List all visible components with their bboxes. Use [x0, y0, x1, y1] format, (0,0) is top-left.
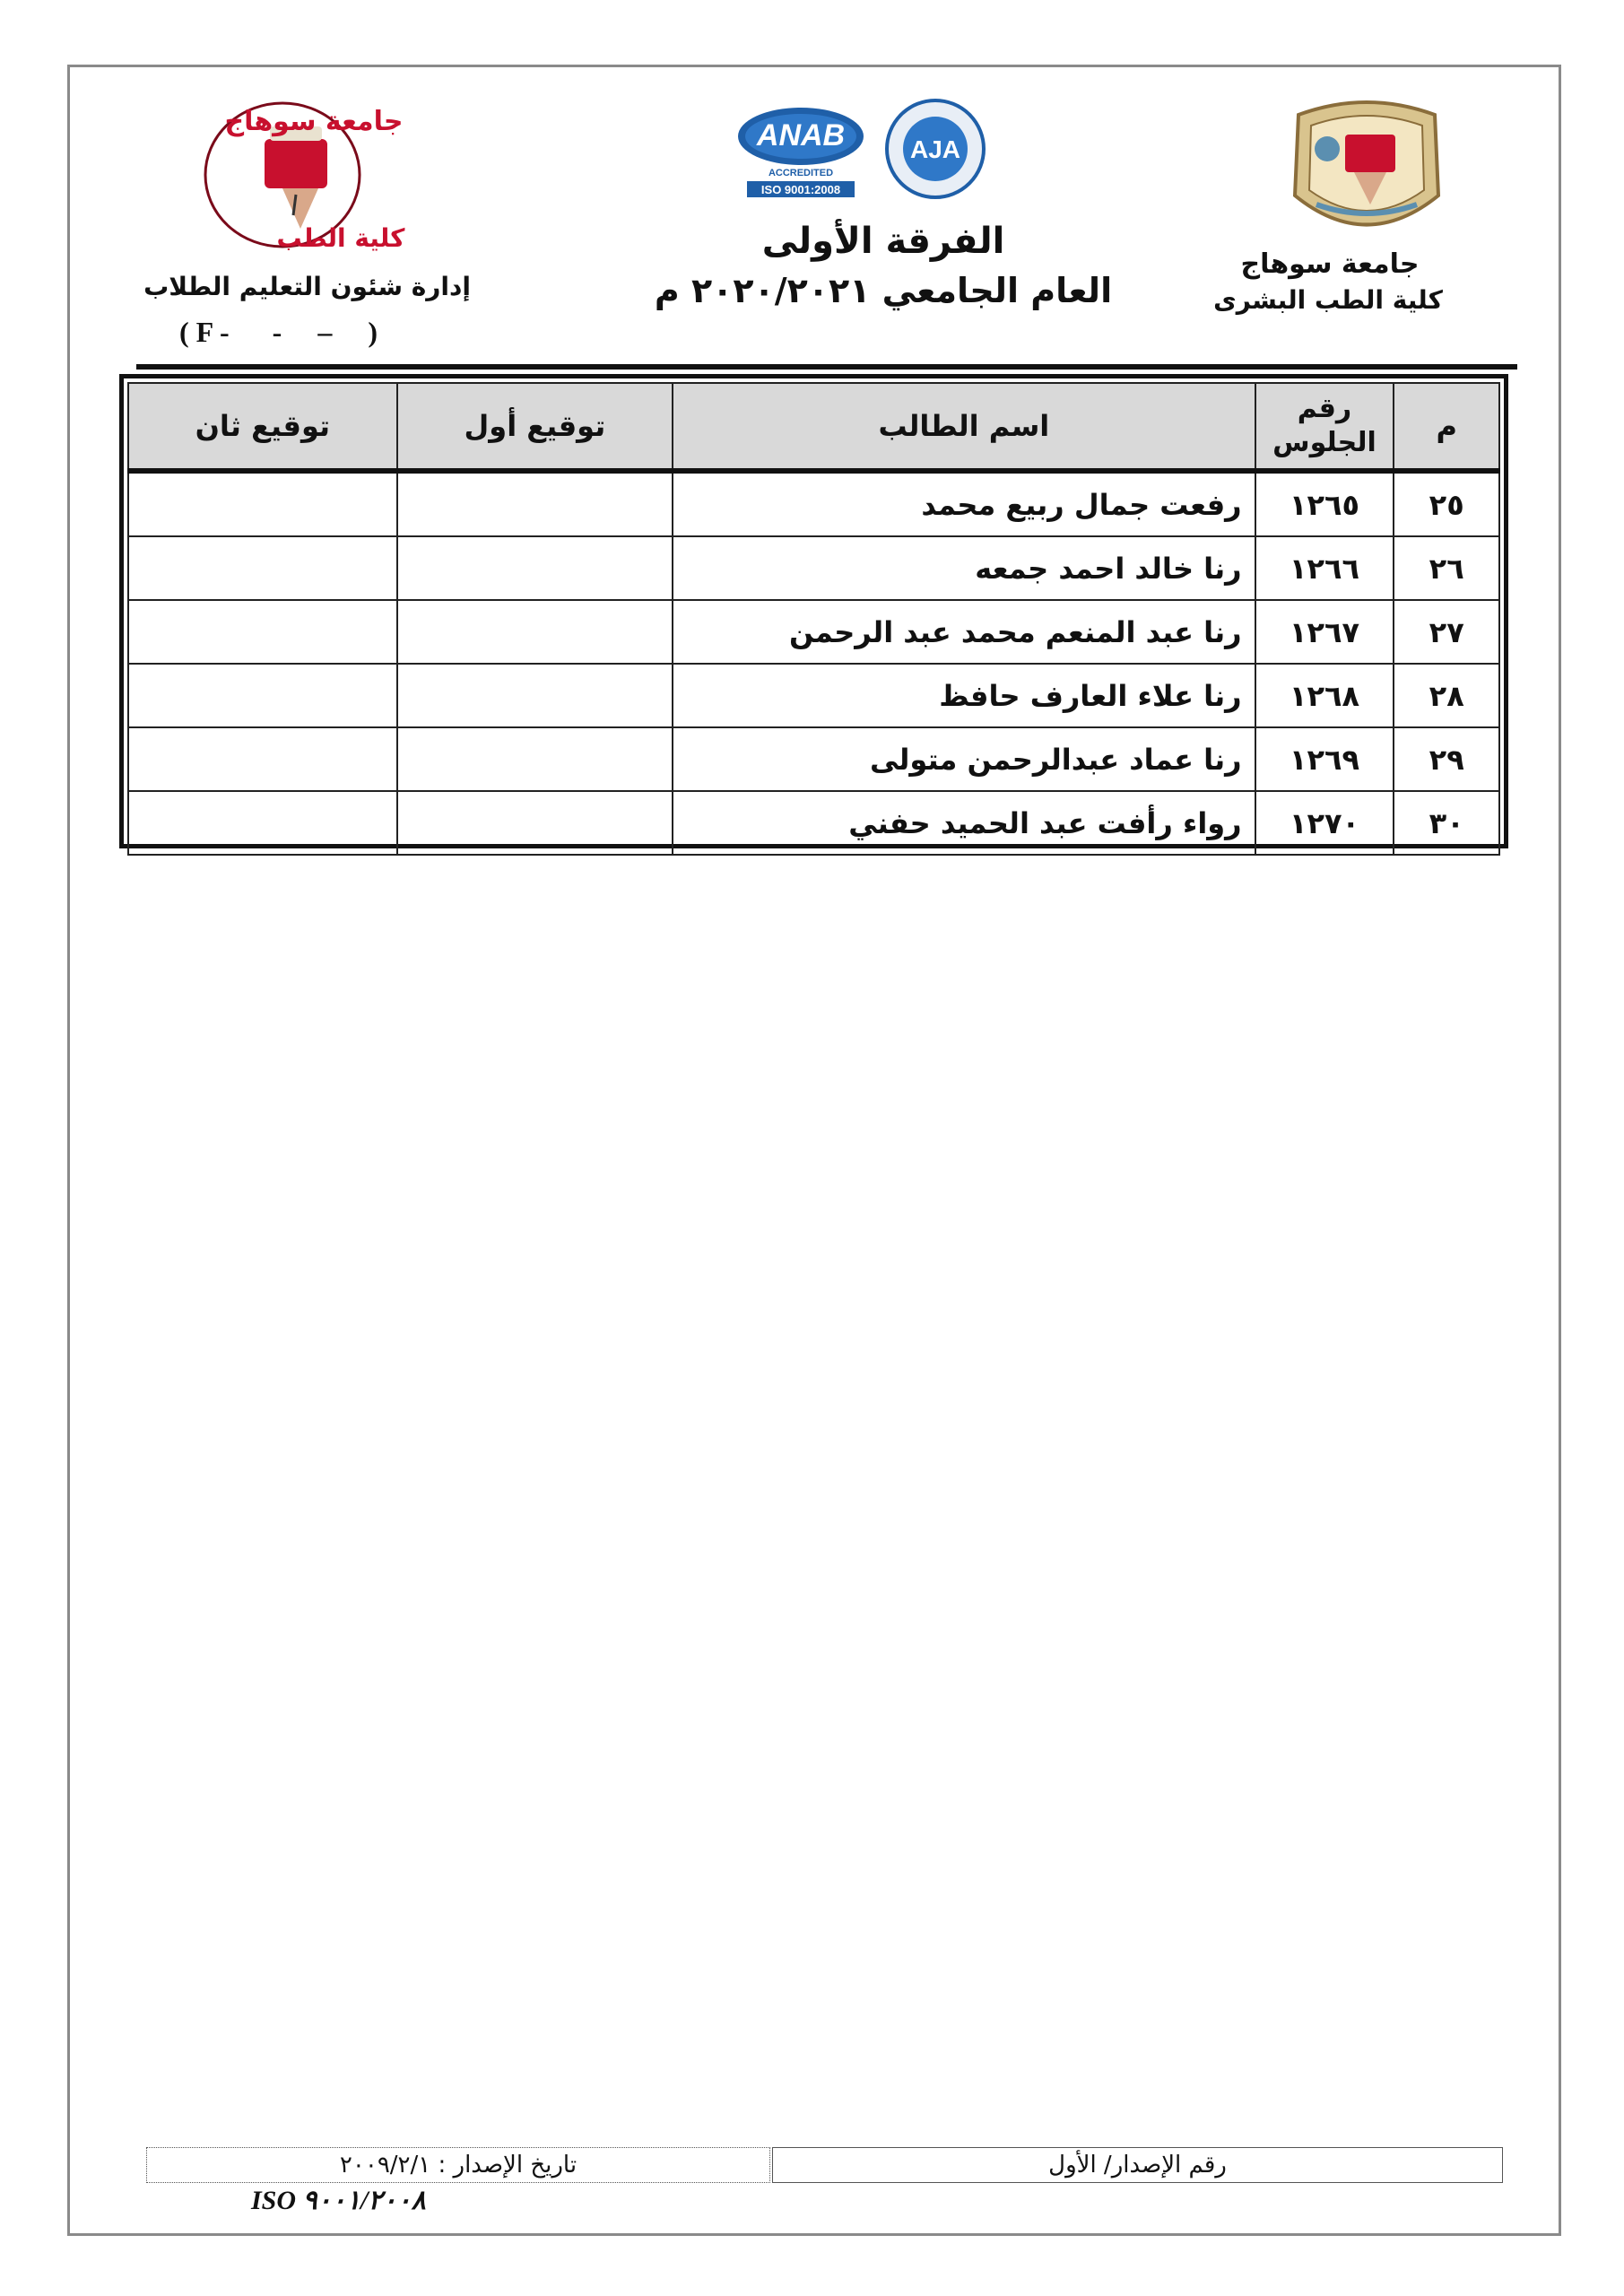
row-name: رنا خالد احمد جمعه [673, 536, 1255, 600]
table-row [128, 600, 1499, 664]
university-seal [1281, 97, 1453, 248]
table-row [128, 727, 1499, 791]
issue-date: تاريخ الإصدار : ٢٠٠٩/٢/١ [146, 2147, 770, 2183]
row-seat: ١٢٦٩ [1255, 727, 1394, 791]
row-sig1[interactable] [397, 471, 673, 536]
aja-text: AJA [909, 135, 961, 163]
row-index: ٢٥ [1394, 471, 1499, 536]
row-sig2[interactable] [128, 600, 397, 664]
row-sig1[interactable] [397, 791, 673, 855]
anab-text: ANAB [756, 118, 846, 152]
col-header-name: اسم الطالب [673, 383, 1255, 471]
accreditation-logos [734, 99, 995, 202]
row-index: ٢٨ [1394, 664, 1499, 727]
row-name: رواء رأفت عبد الحميد حفني [673, 791, 1255, 855]
logo-left-bottom-text: كلية الطب [276, 223, 405, 253]
svg-text:ACCREDITED: ACCREDITED [768, 168, 834, 178]
row-seat: ١٢٦٨ [1255, 664, 1394, 727]
row-sig2[interactable] [128, 536, 397, 600]
row-sig1[interactable] [397, 600, 673, 664]
svg-text:ISO 9001:2008: ISO 9001:2008 [760, 183, 841, 196]
table-row [128, 664, 1499, 727]
row-name: رفعت جمال ربيع محمد [673, 471, 1255, 536]
seat-header-line2: الجلوس [1272, 427, 1376, 458]
row-sig1[interactable] [397, 727, 673, 791]
issue-number: رقم الإصدار/ الأول [772, 2147, 1503, 2183]
header-divider [136, 364, 1517, 370]
row-seat: ١٢٧٠ [1255, 791, 1394, 855]
class-title: الفرقة الأولى [761, 221, 1005, 262]
department-name: إدارة شئون التعليم الطلاب [143, 272, 471, 301]
row-index: ٢٩ [1394, 727, 1499, 791]
students-table-frame [119, 374, 1508, 848]
table-row [128, 471, 1499, 536]
logo-left-top-text: جامعة سوهاج [224, 106, 404, 137]
faculty-logo [148, 94, 417, 260]
col-header-sig2: توقيع ثان [128, 383, 397, 471]
academic-year: العام الجامعي ٢٠٢٠/٢٠٢١ م [654, 271, 1113, 310]
table-header-row [128, 383, 1499, 471]
row-index: ٢٧ [1394, 600, 1499, 664]
table-row [128, 791, 1499, 855]
row-index: ٢٦ [1394, 536, 1499, 600]
row-sig2[interactable] [128, 471, 397, 536]
table-row [128, 536, 1499, 600]
row-sig1[interactable] [397, 536, 673, 600]
seat-header-line1: رقم [1297, 393, 1352, 424]
form-code: ( F - - – ) [179, 316, 378, 348]
row-seat: ١٢٦٦ [1255, 536, 1394, 600]
students-table [127, 382, 1500, 856]
col-header-index: م [1394, 383, 1499, 471]
row-name: رنا علاء العارف حافظ [673, 664, 1255, 727]
iso-standard: ISO ٩٠٠١/٢٠٠٨ [251, 2186, 426, 2215]
faculty-name: كلية الطب البشرى [1213, 285, 1443, 315]
university-name: جامعة سوهاج [1240, 248, 1420, 280]
row-name: رنا عبد المنعم محمد عبد الرحمن [673, 600, 1255, 664]
row-index: ٣٠ [1394, 791, 1499, 855]
col-header-sig1: توقيع أول [397, 383, 673, 471]
row-sig2[interactable] [128, 791, 397, 855]
row-name: رنا عماد عبدالرحمن متولى [673, 727, 1255, 791]
row-sig2[interactable] [128, 664, 397, 727]
row-seat: ١٢٦٧ [1255, 600, 1394, 664]
row-seat: ١٢٦٥ [1255, 471, 1394, 536]
row-sig1[interactable] [397, 664, 673, 727]
row-sig2[interactable] [128, 727, 397, 791]
col-header-seat [1255, 383, 1394, 471]
